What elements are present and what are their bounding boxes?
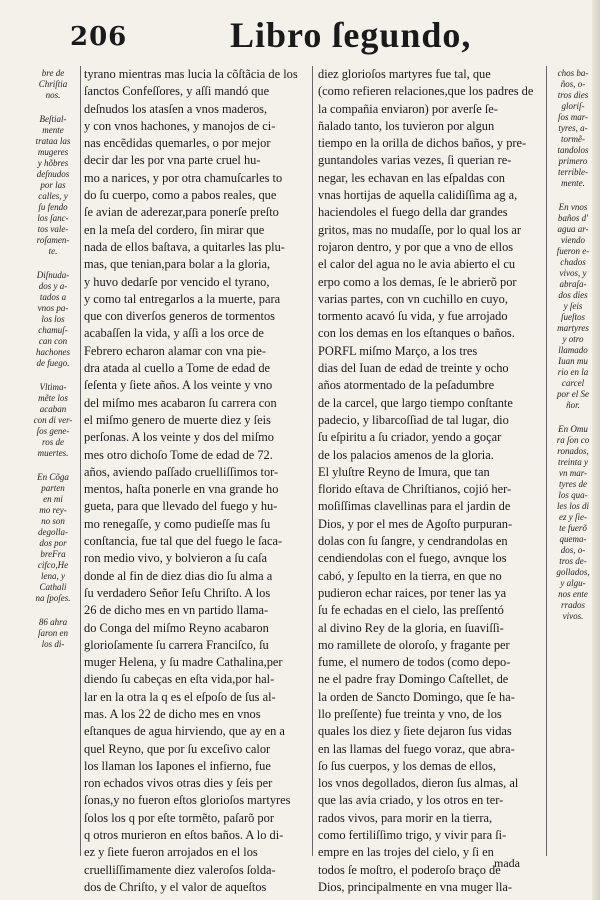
text-line: varias partes, con vn cuchillo en cuyo, <box>318 291 508 306</box>
text-line: la orden de Sancto Domingo, que ſe ha- <box>318 689 515 704</box>
text-line: ſo ſus cuerpos, y los demas de ellos, <box>318 758 496 773</box>
text-line: guntandoles varias vezes, ſi querian re- <box>318 153 512 168</box>
text-line: do ſu cuerpo, como a pabos reales, que <box>84 188 277 203</box>
text-line: florido eſtava de Chriſtianos, cojió her- <box>318 482 512 497</box>
text-line: del miſmo mes acabaron ſu carrera con <box>84 395 277 410</box>
text-line: el calor del agua no le avia abierto el cu <box>318 257 516 272</box>
text-line: ſonas,y no fueron eſtos glorioſos martyres <box>84 793 291 808</box>
text-line: 26 de dicho mes en vn partido llama- <box>84 603 269 618</box>
text-column-left <box>84 66 308 896</box>
text-line: conſtancia, fue tal que del fuego le ſaca- <box>84 534 283 549</box>
running-title: Libro ſegundo, <box>230 15 472 55</box>
text-line: decir dar les por vna parte cruel hu- <box>84 153 261 168</box>
text-line: ñalado tanto, los tuvieron por algun <box>318 118 495 133</box>
text-line: y como tal entregarlos a la muerte, para <box>84 291 281 306</box>
text-line: el miſmo genero de muerte diez y ſeis <box>84 412 271 427</box>
text-line: fume, el numero de todos (como depo- <box>318 655 511 670</box>
text-line: con los demas en los eſtanques o baños. <box>318 326 515 341</box>
text-line: años, aviendo paſſado cruelliſſimos tor- <box>84 464 279 479</box>
text-line: do Conga del miſmo Reyno acabaron <box>84 620 269 635</box>
margin-note: chos ba- ños, o- tros dies gloriſ- ſos mar- tyres, a- tormẽ- tandolos primero terrible- mente. <box>557 68 589 188</box>
text-line: mo ramillete de oloroſo, y fragante per <box>318 637 510 652</box>
text-line: ron medio vivo, y bolvieron a ſu caſa <box>84 551 268 566</box>
text-line: como fertiliſſimo trigo, y vivir para ſi- <box>318 828 507 843</box>
text-line: de la carcel, que largo tiempo conſtante <box>318 395 513 410</box>
page-header <box>0 0 600 62</box>
text-line: diendo ſu cabeças en eſta vida,por hal- <box>84 672 275 687</box>
text-line: perſonas. A los veinte y dos del miſmo <box>84 430 274 445</box>
text-line: muger Helena, y ſu madre Cathalina,per <box>84 655 283 670</box>
text-line: gueta, para que llevado del fuego y hu- <box>84 499 278 514</box>
text-line: mo a narices, y por otra chamuſcarles to <box>84 170 283 185</box>
text-line: haciendoles el fuego della dar grandes <box>318 205 508 220</box>
text-line: mes otro dichoſo Tome de edad de 72. <box>84 447 273 462</box>
column-rule-middle <box>312 66 313 856</box>
text-line: dolas con ſu ſangre, y cendrandolas en <box>318 534 508 549</box>
text-line: al divino Rey de la gloria, en ſuaviſſi- <box>318 620 504 635</box>
text-line: cruelliſſimamente diez valeroſos ſolda- <box>84 862 276 877</box>
text-line: Dios, principalmente en vna muger lla- <box>318 879 513 894</box>
text-line: mo renegaſſe, y como pudieſſe mas ſu <box>84 516 271 531</box>
text-line: la compañia enviaron) por averſe ſe- <box>318 101 498 116</box>
text-line: moſiſſimas clavellinas para el jardin de <box>318 499 511 514</box>
text-line: ſe avian de aderezar,para ponerſe preſto <box>84 205 279 220</box>
margin-note: En Omu ra ſon co ronados, treinta y vn mar- tyres de los qua- les los di ez y ſie- te fuerõ quema- dos, o- tros de- gollados, y algu- nos ente rrados vivos. <box>556 424 590 621</box>
text-line: vnas hortijas de aquella calidiſſima ag a, <box>318 188 518 203</box>
text-line: lar en la otra la q es el eſpoſo de ſus al- <box>84 689 276 704</box>
text-line: nas encẽdidas quemarles, o por mejor <box>84 136 271 151</box>
text-line: padecio, y libarcoſſiad de tal lugar, dio <box>318 412 509 427</box>
text-line: en las llamas del fuego voraz, que abra- <box>318 741 515 756</box>
text-line: q otros murieron en eſtos baños. A lo di- <box>84 828 284 843</box>
text-line: erpo como a los demas, ſe le abrierõ por <box>318 274 517 289</box>
text-line: nada de ellos baſtava, a quitarles las plu- <box>84 239 285 254</box>
text-line: que con diverſos generos de tormentos <box>84 309 275 324</box>
text-line: ſanctos Confeſſores, y aſſi mandó que <box>84 84 270 99</box>
text-line: años atormentado de la peſadumbre <box>318 378 495 393</box>
text-column-right <box>318 66 544 896</box>
text-line: El yluſtre Reyno de Imura, que tan <box>318 464 490 479</box>
text-line: glorioſamente ſu carrera Franciſco, ſu <box>84 637 269 652</box>
text-line: eſtanques de agua hirviendo, que ay en a <box>84 724 285 739</box>
text-line: y huvo dedarſe por vencido el tyrano, <box>84 274 270 289</box>
text-line: negar, les echavan en las eſpaldas con <box>318 170 505 185</box>
text-line: cabó, y ſepulto en la tierra, en que no <box>318 568 502 583</box>
text-line: los vnos degollados, dieron ſus almas, al <box>318 776 519 791</box>
text-line: los llaman los Iapones el infierno, fue <box>84 758 271 773</box>
text-line: dias del Iuan de edad de treinte y ocho <box>318 361 509 376</box>
text-line: ne el padre fray Domingo Caſtellet, de <box>318 672 509 687</box>
text-line: PORFL miſmo Março, a los tres <box>318 343 478 358</box>
text-line: llo preſſente) fue treinta y vno, de los <box>318 706 502 721</box>
margin-note: Diſnuda- dos y a- tados a vnos pa- los los chamuſ- can con hachones de fuego. <box>36 270 70 368</box>
text-line: ſu fe echadas en el cielo, las preſſentó <box>318 603 504 618</box>
text-line: que las avia criado, y los otros en ter- <box>318 793 504 808</box>
text-line: gritos, mas no mudaſſe, por lo qual los ar <box>318 222 522 237</box>
text-line: donde al fin de diez dias dio ſu alma a <box>84 568 273 583</box>
text-line: de los palacios amenos de la gloria. <box>318 447 494 462</box>
text-line: quel Reyno, que por ſu exceſivo calor <box>84 741 271 756</box>
column-rule-right <box>546 66 547 856</box>
text-line: todos ſe moſtro, el poderoſo braço de <box>318 862 501 877</box>
text-line: empre en las trojes del cielo, y ſi en <box>318 845 494 860</box>
text-line: rojaron dentro, y por que a vno de ellos <box>318 239 514 254</box>
text-line: mas. A los 22 de dicho mes en vnos <box>84 706 261 721</box>
page-number: 206 <box>70 22 128 52</box>
page-edge-shadow <box>592 0 600 900</box>
text-line: cendiendolas con el fuego, avnque los <box>318 551 507 566</box>
text-line: Febrero echaron alamar con vna pie- <box>84 343 266 358</box>
text-line: quales los diez y ſiete dejaron ſus vidas <box>318 724 512 739</box>
text-line: dos de Chriſto, y el valor de aqueſtos <box>84 879 267 894</box>
column-rule-left <box>80 66 81 856</box>
margin-note: Vltima- mẽte los acaban con di ver- ſos gene- ros de muertes. <box>33 382 73 458</box>
text-line: ez y ſiete fueron arrojados en el los <box>84 845 258 860</box>
right-marginalia <box>548 68 598 635</box>
text-line: ſolos los q por eſte tormẽto, paſarõ por <box>84 810 274 825</box>
text-line: diez glorioſos martyres fue tal, que <box>318 67 491 81</box>
text-line: acabaſſen la vida, y aſſi a los orce de <box>84 326 264 341</box>
text-line: mas, que tenian,para bolar a la gloria, <box>84 257 271 272</box>
margin-note: bre de Chriſtia nos. <box>38 68 68 100</box>
margin-note: En Cõga parten en mi mo rey- no son degolla- dos por breFra cifco,He lena, y Cathali na ſpoſes. <box>35 472 71 603</box>
margin-note: 86 ahra ſaron en los di- <box>38 617 68 649</box>
text-line: tormento acavó ſu vida, y fue arrojado <box>318 309 508 324</box>
text-line: tyrano mientras mas lucia la cõſtãcia de los <box>84 67 298 81</box>
text-line: ſu eſpiritu a ſu criador, yendo a goçar <box>318 430 502 445</box>
text-line: (como refieren relaciones,que los padres de <box>318 84 534 99</box>
catchword: mada <box>494 856 520 870</box>
text-line: ſu verdadero Señor Ieſu Chriſto. A los <box>84 585 271 600</box>
text-line: Dios, y por el mes de Agoſto purpuran- <box>318 516 513 531</box>
text-line: pudieron echar raices, por tener las ya <box>318 585 507 600</box>
text-line: rados vivos, para morir en la tierra, <box>318 810 493 825</box>
text-line: ſeſenta y ſiete años. A los veinte y vno <box>84 378 273 393</box>
text-line: deſnudos los atasſen a vnos maderos, <box>84 101 268 116</box>
margin-note: Beſtial- mente trataa las mugeres y hõbres deſnudos por las calles, y ſu fendo los ſanc- tos vale- roſamen- te. <box>35 114 71 256</box>
text-line: mentos, haſta ponerle en vna grande ho <box>84 482 279 497</box>
text-line: en la meſa del cordero, ſin mirar que <box>84 222 265 237</box>
text-line: tiempo en la orilla de dichos baños, y pre- <box>318 136 527 151</box>
text-line: dra atada al cuello a Tome de edad de <box>84 361 271 376</box>
margin-note: En vnos baños d' agua ar- viendo fueron e- chados vivos, y abraſa- dos dies y ſeis ſueſtos martyres y otro llamado Iuan mu rio en la carcel por el Se ñor. <box>556 202 590 410</box>
left-marginalia <box>28 68 78 663</box>
text-line: y con vnos hachones, y manojos de ci- <box>84 118 276 133</box>
text-line: ron echados vivos otras dies y ſeis per <box>84 776 273 791</box>
